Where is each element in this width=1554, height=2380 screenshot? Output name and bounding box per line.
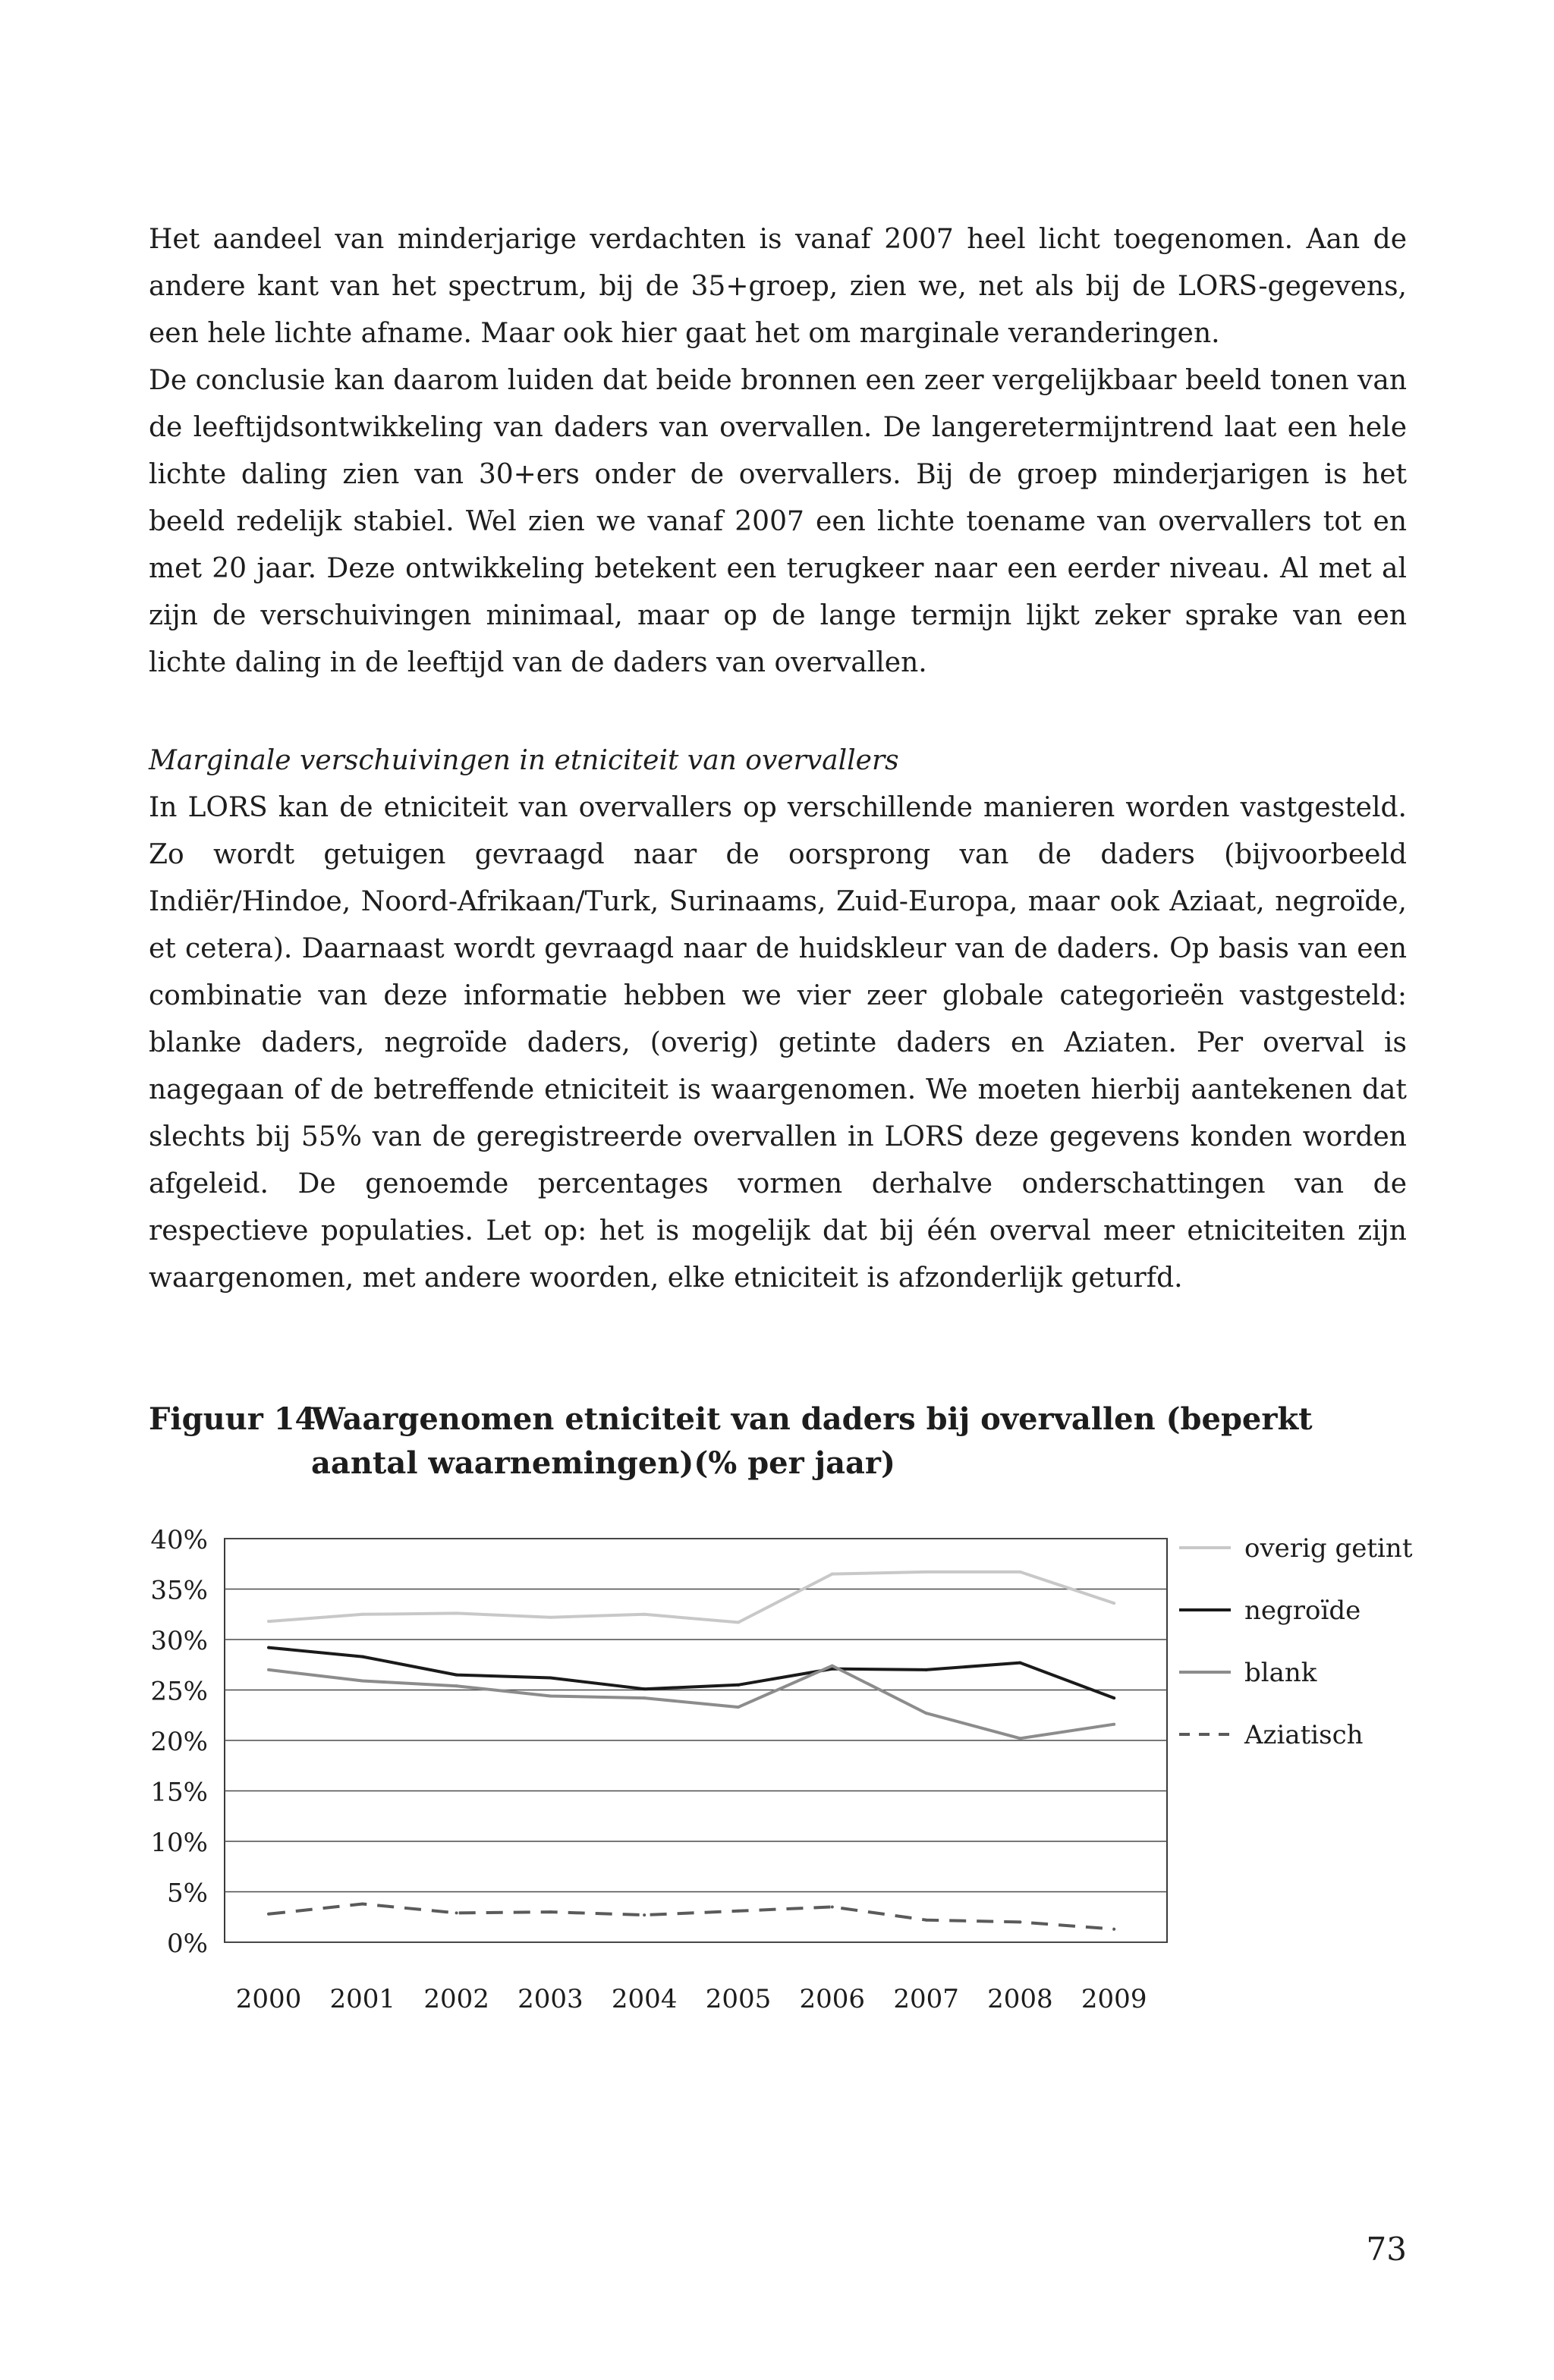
data-point: [455, 1611, 458, 1614]
data-point: [737, 1684, 740, 1687]
data-point: [925, 1570, 928, 1574]
data-point: [643, 1687, 646, 1690]
paragraph: In LORS kan de etniciteit van overvallers op verschillende manieren worden vastgesteld. Zo wordt getuigen gevraagd naar de oorsprong van de daders (bijvoorbeeld Indiër/Hindoe, Noord-Afrikaan/Turk, Surinaams, Zuid-Europa, maar ook Aziaat, negroïde, et cetera). Daarnaast wordt gevraagd naar de huidskleur van de daders. Op basis van een combinatie van deze informatie hebben we vier zeer globale categorieën vastgesteld: blanke daders, negroïde daders, (overig) getinte daders en Aziaten. Per overval is nagegaan of de betreffende etniciteit is waargenomen. We moeten hierbij aantekenen dat slechts bij 55% van de geregistreerde overvallen in LORS deze gegevens konden worden afgeleid. De genoemde percentages vormen derhalve onderschattingen van de respectieve populaties. Let op: het is mogelijk dat bij één overval meer etniciteiten zijn waargenomen, met andere woorden, elke etniciteit is afzonderlijk geturfd.: [149, 792, 1407, 1294]
y-tick-label: 25%: [150, 1676, 208, 1707]
data-point: [1112, 1696, 1115, 1699]
y-tick-label: 5%: [167, 1878, 208, 1909]
x-tick-label: 2006: [799, 1984, 866, 2014]
data-point: [831, 1665, 834, 1668]
paragraph: De conclusie kan daarom luiden dat beide bronnen een zeer vergelijkbaar beeld tonen van de leeftijdsontwikkeling van daders van overvallen. De langeretermijntrend laat een hele lichte daling zien van 30+ers onder de overvallers. Bij de groep minderjarigen is het beeld redelijk stabiel. Wel zien we vanaf 2007 een lichte toename van overvallers tot en met 20 jaar. Deze ontwikkeling betekent een terugkeer naar een eerder niveau. Al met al zijn de verschuivingen minimaal, maar op de lange termijn lijkt zeker sprake van een lichte daling in de leeftijd van de daders van overvallen.: [149, 365, 1407, 678]
legend-label: overig getint: [1244, 1533, 1413, 1564]
data-point: [549, 1677, 552, 1680]
data-point: [361, 1655, 364, 1658]
data-point: [549, 1616, 552, 1619]
data-point: [1018, 1920, 1021, 1923]
x-tick-label: 2000: [235, 1984, 302, 2014]
legend-label: blank: [1244, 1658, 1317, 1688]
data-point: [455, 1674, 458, 1677]
data-point: [361, 1902, 364, 1905]
x-tick-label: 2009: [1081, 1984, 1147, 2014]
x-tick-label: 2007: [893, 1984, 959, 2014]
y-tick-label: 10%: [150, 1828, 208, 1858]
data-point: [737, 1706, 740, 1709]
data-point: [1018, 1662, 1021, 1665]
data-point: [267, 1620, 270, 1623]
data-point: [737, 1621, 740, 1624]
data-point: [455, 1911, 458, 1914]
data-point: [643, 1613, 646, 1616]
data-point: [1018, 1570, 1021, 1574]
data-point: [1112, 1723, 1115, 1726]
series-line: [269, 1904, 1114, 1929]
figure-title: Waargenomen etniciteit van daders bij overvallen (beperkt aantal waarnemingen)(% per jaar): [311, 1401, 1313, 1481]
data-point: [925, 1919, 928, 1922]
series-line: [269, 1666, 1114, 1739]
y-tick-label: 35%: [150, 1575, 208, 1606]
series-line: [269, 1572, 1114, 1623]
legend-label: Aziatisch: [1244, 1720, 1364, 1750]
data-point: [267, 1646, 270, 1649]
data-point: [549, 1694, 552, 1697]
data-point: [549, 1910, 552, 1913]
data-point: [267, 1913, 270, 1916]
legend-label: negroïde: [1244, 1596, 1361, 1626]
x-tick-label: 2002: [423, 1984, 489, 2014]
data-point: [831, 1573, 834, 1576]
data-point: [643, 1913, 646, 1916]
data-point: [737, 1910, 740, 1913]
data-point: [455, 1684, 458, 1687]
section-heading: Marginale verschuivingen in etniciteit van overvallers: [149, 745, 899, 776]
x-tick-label: 2005: [705, 1984, 772, 2014]
data-point: [1112, 1928, 1115, 1931]
y-tick-label: 30%: [150, 1626, 208, 1656]
data-point: [925, 1712, 928, 1715]
data-point: [267, 1668, 270, 1671]
data-point: [361, 1680, 364, 1683]
x-tick-label: 2008: [987, 1984, 1053, 2014]
data-point: [925, 1668, 928, 1671]
data-point: [831, 1905, 834, 1908]
figure-label: Figuur 14: [149, 1401, 316, 1437]
page-number: 73: [1366, 2231, 1407, 2268]
data-point: [1018, 1737, 1021, 1740]
x-tick-label: 2001: [329, 1984, 396, 2014]
x-tick-label: 2004: [611, 1984, 678, 2014]
data-point: [1112, 1602, 1115, 1605]
x-tick-label: 2003: [517, 1984, 584, 2014]
y-tick-label: 40%: [150, 1525, 208, 1555]
data-point: [643, 1696, 646, 1699]
paragraph: Het aandeel van minderjarige verdachten is vanaf 2007 heel licht toegenomen. Aan de andere kant van het spectrum, bij de 35+groep, zien we, net als bij de LORS-gegevens, een hele lichte afname. Maar ook hier gaat het om marginale veranderingen.: [149, 224, 1407, 349]
y-tick-label: 15%: [150, 1777, 208, 1808]
y-tick-label: 0%: [167, 1929, 208, 1959]
y-tick-label: 20%: [150, 1727, 208, 1757]
data-point: [361, 1613, 364, 1616]
